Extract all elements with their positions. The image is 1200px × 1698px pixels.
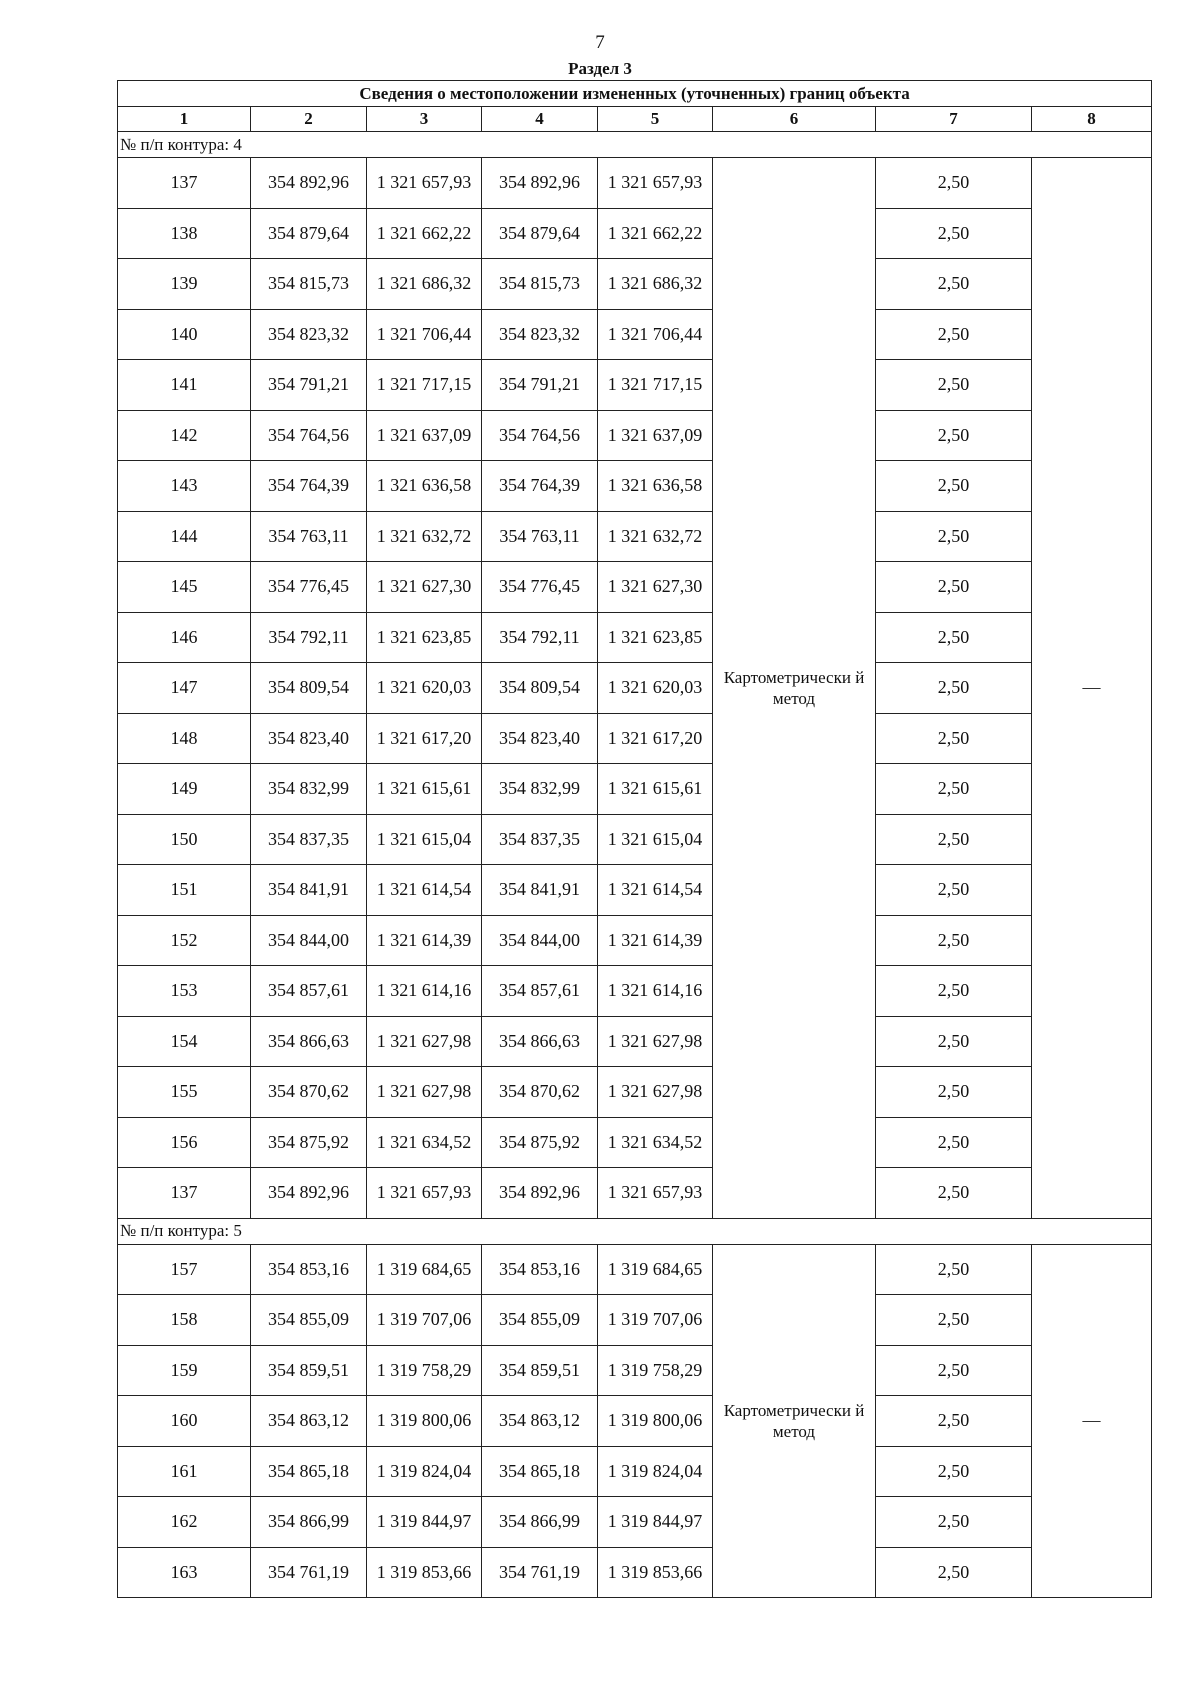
accuracy-value: 2,50 (876, 612, 1032, 663)
table-row (118, 612, 1152, 663)
y-coordinate-new: 1 321 632,72 (598, 511, 713, 562)
y-coordinate-new: 1 321 617,20 (598, 713, 713, 764)
table-row (118, 713, 1152, 764)
x-coordinate-new: 354 823,32 (482, 309, 598, 360)
table-row (118, 1497, 1152, 1548)
x-coordinate-existing: 354 859,51 (251, 1345, 367, 1396)
x-coordinate-new: 354 792,11 (482, 612, 598, 663)
table-row (118, 410, 1152, 461)
y-coordinate-existing: 1 321 632,72 (367, 511, 482, 562)
column-number-4: 4 (482, 107, 598, 132)
point-number: 137 (118, 158, 251, 209)
y-coordinate-existing: 1 321 657,93 (367, 158, 482, 209)
table-row (118, 1446, 1152, 1497)
table-row (118, 1295, 1152, 1346)
x-coordinate-existing: 354 792,11 (251, 612, 367, 663)
table-row (118, 511, 1152, 562)
y-coordinate-new: 1 321 615,61 (598, 764, 713, 815)
y-coordinate-new: 1 321 634,52 (598, 1117, 713, 1168)
x-coordinate-existing: 354 761,19 (251, 1547, 367, 1598)
y-coordinate-new: 1 321 717,15 (598, 360, 713, 411)
x-coordinate-new: 354 853,16 (482, 1244, 598, 1295)
y-coordinate-new: 1 321 636,58 (598, 461, 713, 512)
point-number: 150 (118, 814, 251, 865)
y-coordinate-existing: 1 319 758,29 (367, 1345, 482, 1396)
accuracy-value: 2,50 (876, 1067, 1032, 1118)
accuracy-value: 2,50 (876, 663, 1032, 714)
y-coordinate-existing: 1 321 615,04 (367, 814, 482, 865)
accuracy-value: 2,50 (876, 1295, 1032, 1346)
x-coordinate-existing: 354 844,00 (251, 915, 367, 966)
y-coordinate-new: 1 321 614,16 (598, 966, 713, 1017)
column-number-6: 6 (713, 107, 876, 132)
column-number-1: 1 (118, 107, 251, 132)
x-coordinate-existing: 354 791,21 (251, 360, 367, 411)
contour-header-row (118, 132, 1152, 158)
point-number: 162 (118, 1497, 251, 1548)
point-number: 159 (118, 1345, 251, 1396)
x-coordinate-existing: 354 837,35 (251, 814, 367, 865)
y-coordinate-new: 1 321 620,03 (598, 663, 713, 714)
y-coordinate-new: 1 319 844,97 (598, 1497, 713, 1548)
x-coordinate-new: 354 865,18 (482, 1446, 598, 1497)
y-coordinate-new: 1 319 684,65 (598, 1244, 713, 1295)
y-coordinate-existing: 1 321 662,22 (367, 208, 482, 259)
column-number-7: 7 (876, 107, 1032, 132)
accuracy-value: 2,50 (876, 158, 1032, 209)
y-coordinate-new: 1 319 758,29 (598, 1345, 713, 1396)
y-coordinate-existing: 1 319 844,97 (367, 1497, 482, 1548)
point-number: 152 (118, 915, 251, 966)
column-8-dash: — (1032, 158, 1152, 1219)
y-coordinate-existing: 1 321 620,03 (367, 663, 482, 714)
y-coordinate-existing: 1 321 706,44 (367, 309, 482, 360)
table-row (118, 562, 1152, 613)
table-caption: Сведения о местоположении измененных (уточненных) границ объекта (118, 81, 1152, 107)
y-coordinate-existing: 1 321 627,30 (367, 562, 482, 613)
accuracy-value: 2,50 (876, 713, 1032, 764)
x-coordinate-new: 354 855,09 (482, 1295, 598, 1346)
x-coordinate-new: 354 844,00 (482, 915, 598, 966)
point-number: 147 (118, 663, 251, 714)
method-cell: Картометрически й метод (713, 1244, 876, 1598)
y-coordinate-existing: 1 319 853,66 (367, 1547, 482, 1598)
point-number: 143 (118, 461, 251, 512)
y-coordinate-new: 1 321 637,09 (598, 410, 713, 461)
point-number: 141 (118, 360, 251, 411)
y-coordinate-existing: 1 321 623,85 (367, 612, 482, 663)
accuracy-value: 2,50 (876, 309, 1032, 360)
accuracy-value: 2,50 (876, 865, 1032, 916)
x-coordinate-existing: 354 875,92 (251, 1117, 367, 1168)
y-coordinate-new: 1 321 614,39 (598, 915, 713, 966)
y-coordinate-new: 1 321 657,93 (598, 1168, 713, 1219)
point-number: 157 (118, 1244, 251, 1295)
x-coordinate-existing: 354 863,12 (251, 1396, 367, 1447)
x-coordinate-existing: 354 809,54 (251, 663, 367, 714)
table-row (118, 158, 1152, 209)
x-coordinate-existing: 354 823,40 (251, 713, 367, 764)
table-body (118, 81, 1152, 1598)
x-coordinate-new: 354 776,45 (482, 562, 598, 613)
contour-label: № п/п контура: 5 (118, 1218, 1152, 1244)
point-number: 142 (118, 410, 251, 461)
y-coordinate-existing: 1 321 614,16 (367, 966, 482, 1017)
x-coordinate-new: 354 859,51 (482, 1345, 598, 1396)
y-coordinate-new: 1 321 657,93 (598, 158, 713, 209)
accuracy-value: 2,50 (876, 1497, 1032, 1548)
accuracy-value: 2,50 (876, 1547, 1032, 1598)
x-coordinate-existing: 354 841,91 (251, 865, 367, 916)
table-row (118, 1067, 1152, 1118)
table-row (118, 1117, 1152, 1168)
table-row (118, 814, 1152, 865)
x-coordinate-existing: 354 832,99 (251, 764, 367, 815)
x-coordinate-existing: 354 764,56 (251, 410, 367, 461)
table-row (118, 764, 1152, 815)
accuracy-value: 2,50 (876, 461, 1032, 512)
point-number: 149 (118, 764, 251, 815)
x-coordinate-existing: 354 763,11 (251, 511, 367, 562)
accuracy-value: 2,50 (876, 410, 1032, 461)
x-coordinate-new: 354 837,35 (482, 814, 598, 865)
y-coordinate-existing: 1 321 615,61 (367, 764, 482, 815)
x-coordinate-existing: 354 892,96 (251, 1168, 367, 1219)
x-coordinate-existing: 354 823,32 (251, 309, 367, 360)
x-coordinate-new: 354 763,11 (482, 511, 598, 562)
x-coordinate-new: 354 832,99 (482, 764, 598, 815)
point-number: 137 (118, 1168, 251, 1219)
table-row (118, 461, 1152, 512)
y-coordinate-existing: 1 319 824,04 (367, 1446, 482, 1497)
y-coordinate-existing: 1 321 627,98 (367, 1067, 482, 1118)
point-number: 145 (118, 562, 251, 613)
x-coordinate-new: 354 866,63 (482, 1016, 598, 1067)
x-coordinate-new: 354 892,96 (482, 1168, 598, 1219)
point-number: 153 (118, 966, 251, 1017)
y-coordinate-existing: 1 319 684,65 (367, 1244, 482, 1295)
y-coordinate-existing: 1 321 627,98 (367, 1016, 482, 1067)
y-coordinate-existing: 1 321 614,39 (367, 915, 482, 966)
x-coordinate-existing: 354 866,99 (251, 1497, 367, 1548)
column-number-row (118, 107, 1152, 132)
y-coordinate-existing: 1 321 717,15 (367, 360, 482, 411)
x-coordinate-new: 354 764,56 (482, 410, 598, 461)
x-coordinate-existing: 354 855,09 (251, 1295, 367, 1346)
x-coordinate-new: 354 823,40 (482, 713, 598, 764)
accuracy-value: 2,50 (876, 814, 1032, 865)
point-number: 148 (118, 713, 251, 764)
table-row (118, 208, 1152, 259)
accuracy-value: 2,50 (876, 1345, 1032, 1396)
column-number-3: 3 (367, 107, 482, 132)
y-coordinate-new: 1 321 614,54 (598, 865, 713, 916)
table-row (118, 1244, 1152, 1295)
y-coordinate-new: 1 321 662,22 (598, 208, 713, 259)
table-caption-row (118, 81, 1152, 107)
table-row (118, 1345, 1152, 1396)
accuracy-value: 2,50 (876, 360, 1032, 411)
point-number: 158 (118, 1295, 251, 1346)
x-coordinate-new: 354 857,61 (482, 966, 598, 1017)
x-coordinate-new: 354 870,62 (482, 1067, 598, 1118)
x-coordinate-existing: 354 857,61 (251, 966, 367, 1017)
y-coordinate-existing: 1 319 800,06 (367, 1396, 482, 1447)
table-row (118, 865, 1152, 916)
point-number: 156 (118, 1117, 251, 1168)
y-coordinate-new: 1 321 706,44 (598, 309, 713, 360)
y-coordinate-new: 1 321 623,85 (598, 612, 713, 663)
table-row (118, 966, 1152, 1017)
accuracy-value: 2,50 (876, 1396, 1032, 1447)
table-row (118, 1168, 1152, 1219)
point-number: 139 (118, 259, 251, 310)
point-number: 154 (118, 1016, 251, 1067)
x-coordinate-new: 354 875,92 (482, 1117, 598, 1168)
y-coordinate-existing: 1 321 637,09 (367, 410, 482, 461)
y-coordinate-new: 1 321 627,30 (598, 562, 713, 613)
column-number-2: 2 (251, 107, 367, 132)
table-row (118, 1547, 1152, 1598)
table-row (118, 309, 1152, 360)
y-coordinate-new: 1 321 627,98 (598, 1016, 713, 1067)
point-number: 160 (118, 1396, 251, 1447)
x-coordinate-existing: 354 879,64 (251, 208, 367, 259)
point-number: 155 (118, 1067, 251, 1118)
table-row (118, 1396, 1152, 1447)
accuracy-value: 2,50 (876, 966, 1032, 1017)
y-coordinate-existing: 1 321 617,20 (367, 713, 482, 764)
x-coordinate-new: 354 809,54 (482, 663, 598, 714)
x-coordinate-new: 354 879,64 (482, 208, 598, 259)
x-coordinate-existing: 354 776,45 (251, 562, 367, 613)
y-coordinate-new: 1 321 615,04 (598, 814, 713, 865)
accuracy-value: 2,50 (876, 259, 1032, 310)
accuracy-value: 2,50 (876, 208, 1032, 259)
table-row (118, 915, 1152, 966)
y-coordinate-existing: 1 321 636,58 (367, 461, 482, 512)
contour-label: № п/п контура: 4 (118, 132, 1152, 158)
y-coordinate-new: 1 321 686,32 (598, 259, 713, 310)
accuracy-value: 2,50 (876, 1016, 1032, 1067)
accuracy-value: 2,50 (876, 511, 1032, 562)
x-coordinate-existing: 354 870,62 (251, 1067, 367, 1118)
column-number-5: 5 (598, 107, 713, 132)
accuracy-value: 2,50 (876, 1117, 1032, 1168)
y-coordinate-existing: 1 321 657,93 (367, 1168, 482, 1219)
point-number: 138 (118, 208, 251, 259)
accuracy-value: 2,50 (876, 1244, 1032, 1295)
x-coordinate-existing: 354 815,73 (251, 259, 367, 310)
accuracy-value: 2,50 (876, 1168, 1032, 1219)
method-cell: Картометрически й метод (713, 158, 876, 1219)
y-coordinate-new: 1 319 824,04 (598, 1446, 713, 1497)
accuracy-value: 2,50 (876, 1446, 1032, 1497)
x-coordinate-new: 354 866,99 (482, 1497, 598, 1548)
y-coordinate-new: 1 319 853,66 (598, 1547, 713, 1598)
point-number: 144 (118, 511, 251, 562)
y-coordinate-new: 1 321 627,98 (598, 1067, 713, 1118)
point-number: 146 (118, 612, 251, 663)
x-coordinate-new: 354 841,91 (482, 865, 598, 916)
x-coordinate-new: 354 863,12 (482, 1396, 598, 1447)
x-coordinate-existing: 354 892,96 (251, 158, 367, 209)
accuracy-value: 2,50 (876, 562, 1032, 613)
y-coordinate-new: 1 319 707,06 (598, 1295, 713, 1346)
x-coordinate-new: 354 791,21 (482, 360, 598, 411)
accuracy-value: 2,50 (876, 764, 1032, 815)
section-title: Раздел 3 (568, 59, 632, 78)
x-coordinate-existing: 354 853,16 (251, 1244, 367, 1295)
contour-header-row (118, 1218, 1152, 1244)
table-row (118, 360, 1152, 411)
point-number: 163 (118, 1547, 251, 1598)
x-coordinate-existing: 354 764,39 (251, 461, 367, 512)
y-coordinate-new: 1 319 800,06 (598, 1396, 713, 1447)
column-number-8: 8 (1032, 107, 1152, 132)
point-number: 140 (118, 309, 251, 360)
x-coordinate-new: 354 761,19 (482, 1547, 598, 1598)
y-coordinate-existing: 1 319 707,06 (367, 1295, 482, 1346)
x-coordinate-new: 354 815,73 (482, 259, 598, 310)
x-coordinate-new: 354 764,39 (482, 461, 598, 512)
y-coordinate-existing: 1 321 614,54 (367, 865, 482, 916)
page-number: 7 (595, 32, 605, 53)
x-coordinate-existing: 354 866,63 (251, 1016, 367, 1067)
y-coordinate-existing: 1 321 634,52 (367, 1117, 482, 1168)
boundary-coordinates-table (117, 80, 1152, 1598)
x-coordinate-new: 354 892,96 (482, 158, 598, 209)
column-8-dash: — (1032, 1244, 1152, 1598)
x-coordinate-existing: 354 865,18 (251, 1446, 367, 1497)
table-row (118, 663, 1152, 714)
y-coordinate-existing: 1 321 686,32 (367, 259, 482, 310)
point-number: 161 (118, 1446, 251, 1497)
accuracy-value: 2,50 (876, 915, 1032, 966)
table-row (118, 1016, 1152, 1067)
table-row (118, 259, 1152, 310)
point-number: 151 (118, 865, 251, 916)
